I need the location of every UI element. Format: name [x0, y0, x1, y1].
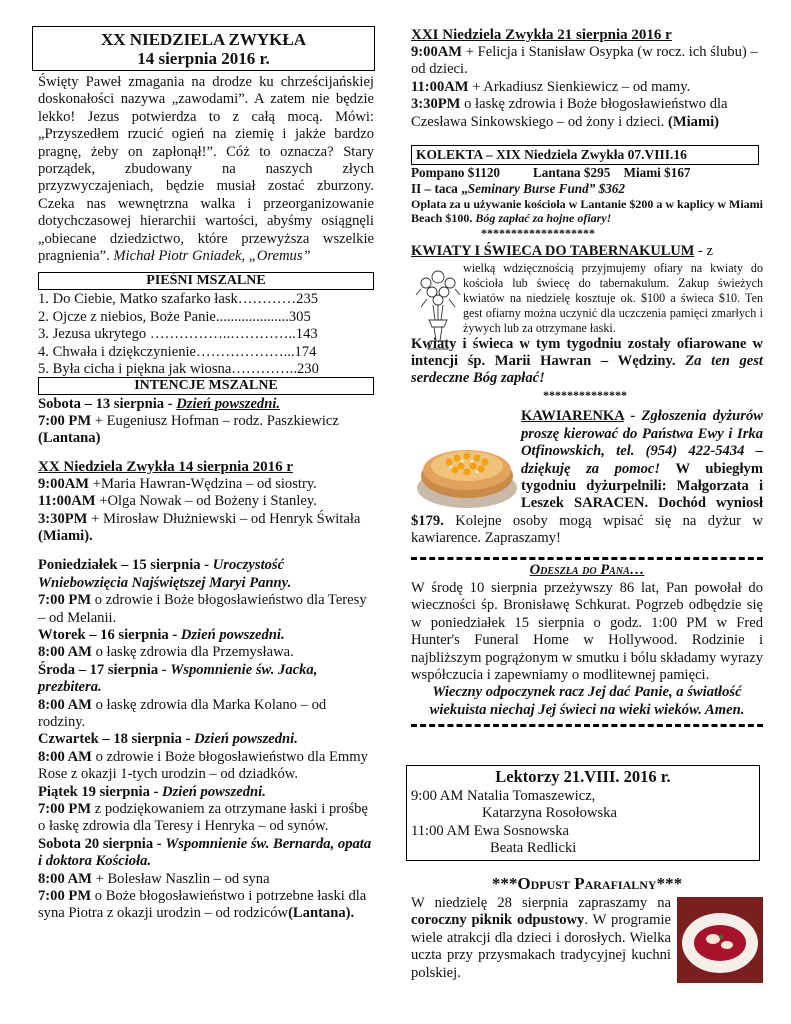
collection-note: Oplata za u używanie kościoła w Lantanie $200 a w kaplicy w Miami Beach $100. Bóg zapłać za hojne ofiary!	[411, 197, 764, 226]
flowers-section	[411, 261, 763, 388]
day-entry: Piątek 19 sierpnia - Dzień powszedni. 7:00 PM z podziękowaniem za otrzymane łaski i prośbę o łaskę zdrowia dla Teresy i Henryka – od synów.	[38, 783, 368, 835]
day-entry: Środa – 17 sierpnia - Wspomnienie św. Jacka, prezbitera. 8:00 AM o łaskę zdrowia dla Marka Kolano – od rodziny.	[38, 661, 327, 730]
left-column	[38, 26, 374, 923]
sunday-masses	[38, 476, 374, 546]
day-entry: Poniedziałek – 15 sierpnia - Uroczystość Wniebowzięcia Najświętszej Maryi Panny. 7:00 PM o zdrowie i Boże błogosławieństwo dla Teresy – od Melanii.	[38, 557, 367, 626]
sunday-masses-title: XX Niedziela Zwykła 14 sierpnia 2016 r	[38, 458, 293, 475]
departed-prayer: Wieczny odpoczynek racz Jej dać Panie, a światłość wiekuista niechaj Jej świeci na wieki wieków. Amen.	[429, 684, 745, 718]
cake-illustration	[415, 428, 519, 512]
flowers-title-line: KWIATY I ŚWIECA DO TABERNAKULUM - z	[411, 243, 713, 260]
mass-entry: 11:00AM + Arkadiusz Sienkiewicz – od mamy.	[411, 78, 691, 95]
departed-section	[411, 557, 763, 727]
songs-list	[38, 291, 374, 378]
sunday-title-box	[32, 26, 375, 71]
flowers-title: KWIATY I ŚWIECA DO TABERNAKULUM	[411, 243, 695, 260]
mass-entry: 9:00AM + Felicja i Stanisław Osypka (w rocz. ich ślubu) – od dzieci.	[411, 44, 758, 78]
reflection-text: Święty Paweł zmagania na drodze ku chrześcijańskiej doskonałości nazywa „zawodami”. A zatem nie będzie lekko! Jezus potwierdza to z całą mocą. Mówi: „Przyszedłem rzucić ogień na ziemię i jakże bardzo pragnę, żeby on zapłonął!”. Cóż to oznacza? Stary porządek, zbudowany na naszych złych przyzwyczajeniach, będzie musiał zostać zburzony. Czeka nas wewnętrzna walka i przeorganizowanie dotychczasowej hierarchii wartości, abyśmy osiągnęli „obiecane dziedzictwo, które przewyższa wszelkie pragnienia”. Michał Piotr Gniadek, „Oremus”	[38, 74, 374, 265]
right-column	[411, 26, 763, 548]
next-sunday-masses	[411, 44, 763, 131]
lectors-title: Lektorzy 21.VIII. 2016 r.	[495, 767, 671, 786]
collection-amounts: Pompano $1120 Lantana $295 Miami $167	[411, 165, 691, 181]
cafe-title: KAWIARENKA	[521, 408, 624, 425]
dashed-divider	[411, 724, 763, 727]
mass-entry: 3:30PM + Mirosław Dłużniewski – od Henryk Świtała (Miami).	[38, 510, 361, 544]
flowers-dedication: Kwiaty i świeca w tym tygodniu zostały ofiarowane w intencji śp. Marii Hawran – Wędziny. Za ten gest serdeczne Bóg zapłać!	[411, 335, 763, 387]
intentions-header: INTENCJE MSZALNE	[38, 377, 374, 395]
lector-item: Beata Redlicki	[490, 840, 577, 857]
day-entry: Sobota 20 sierpnia - Wspomnienie św. Bernarda, opata i doktora Kościoła. 8:00 AM + Bolesław Naszlin – od syna 7:00 PM o Boże błogosławieństwo i potrzebne łaski dla syna Piotra z okazji urodzin – od rodziców(Lantana).	[38, 835, 372, 922]
sunday-date: 14 sierpnia 2016 r.	[137, 49, 270, 68]
songs-header: PIEŚNI MSZALNE	[38, 272, 374, 290]
weekday-masses	[38, 557, 374, 923]
day-entry: Czwartek – 18 sierpnia - Dzień powszedni. 8:00 AM o zdrowie i Boże błogosławieństwo dla Emmy Rose z okazji 1-tych urodzin – od dziadków.	[38, 731, 368, 783]
mass-entry: 11:00AM +Olga Nowak – od Bożeny i Stanley.	[38, 493, 317, 510]
day-entry: Wtorek – 16 sierpnia - Dzień powszedni. 8:00 AM o łaskę zdrowia dla Przemysława.	[38, 626, 294, 661]
picnic-title: ***Odpust Parafialny***	[491, 874, 683, 893]
lectors-box	[406, 765, 760, 861]
mass-entry: 3:30PM o łaskę zdrowia i Boże błogosławieństwo dla Czesława Sinkowskiego – od żony i dzieci. (Miami)	[411, 96, 728, 130]
song-item: 3. Jezusa ukrytego ……………..…………..143	[38, 326, 318, 343]
flower-vase-illustration	[413, 265, 463, 359]
song-item: 2. Ojcze z niebios, Boże Panie....................305	[38, 308, 311, 325]
departed-title: Odeszła do Pana…	[529, 562, 645, 578]
collection-header: KOLEKTA – XIX Niedziela Zwykła 07.VIII.16	[411, 145, 759, 165]
separator-stars: *******************	[481, 225, 595, 240]
lector-item: 11:00 AM Ewa Sosnowska	[411, 822, 569, 839]
food-plate-illustration	[677, 897, 763, 983]
song-item: 4. Chwała i dziękczynienie………………...174	[38, 343, 317, 360]
reflection-author: Michał Piotr Gniadek, „Oremus”	[113, 248, 311, 265]
flowers-text: wielką wdzięcznością przyjmujemy ofiary na kwiaty do kościoła lub świecę do tabernakulum. Zakup świeżych kwiatów na niedzielę kosztuje ok. $100 a świeca $10. Ten gest ofiarny można uczynić dla uczczenia pamięci zmarłych i żywych lub za otrzymane łaski.	[463, 260, 763, 336]
lectors-list	[407, 788, 759, 858]
departed-text: W środę 10 sierpnia przeżywszy 86 lat, Pan powołał do wieczności śp. Bronisławę Schkurat. Pogrzeb odbędzie się w poniedziałek 15 sierpnia o godz. 1:00 PM w Fred Hunter's Funeral Home w Hollywood. Rodzinie i najbliższym pogrążonym w smutku i bólu składamy wyrazy współczucia i zapewniamy o modlitewnej pamięci.	[411, 580, 763, 684]
lector-item: 9:00 AM Natalia Tomaszewicz,	[411, 788, 596, 804]
saturday-entry: Sobota – 13 sierpnia - Dzień powszedni. 7:00 PM + Eugeniusz Hofman – rodz. Paszkiewicz (Lantana)	[38, 395, 339, 447]
cafe-section	[411, 408, 763, 547]
song-item: 5. Była cicha i piękna jak wiosna…………..230	[38, 361, 319, 378]
mass-entry: 9:00AM +Maria Hawran-Wędzina – od siostry.	[38, 475, 317, 492]
collection-second: II – taca „Seminary Burse Fund” $362	[411, 181, 625, 197]
separator-stars: **************	[543, 387, 627, 402]
cafe-text: KAWIARENKA - Zgłoszenia dyżurów proszę kierować do Państwa Ewy i Irka Otfinowskich, tel. (954) 422-5434 – dziękuję za pomoc! W ubiegłym tygodniu dyżurpelnili: Małgorzata i Leszek SARACEN. Dochód wyniosł $179. Kolejne osoby mogą wpisać się na dyżur w kawiarence. Zapraszamy!	[411, 408, 763, 547]
sunday-title: XX NIEDZIELA ZWYKŁA	[101, 30, 306, 49]
lector-item: Katarzyna Rosołowska	[482, 805, 617, 822]
song-item: 1. Do Ciebie, Matko szafarko łask…………235	[38, 291, 319, 308]
picnic-body	[411, 895, 763, 982]
next-sunday-title: XXI Niedziela Zwykła 21 sierpnia 2016 r	[411, 27, 672, 43]
picnic-text: W niedzielę 28 sierpnia zapraszamy na coroczny piknik odpustowy. W programie wiele atrakcji dla dzieci i dorosłych. Wielka uczta przy przysmakach tradycyjnej kuchni polskiej.	[411, 895, 671, 981]
picnic-section	[411, 873, 763, 982]
